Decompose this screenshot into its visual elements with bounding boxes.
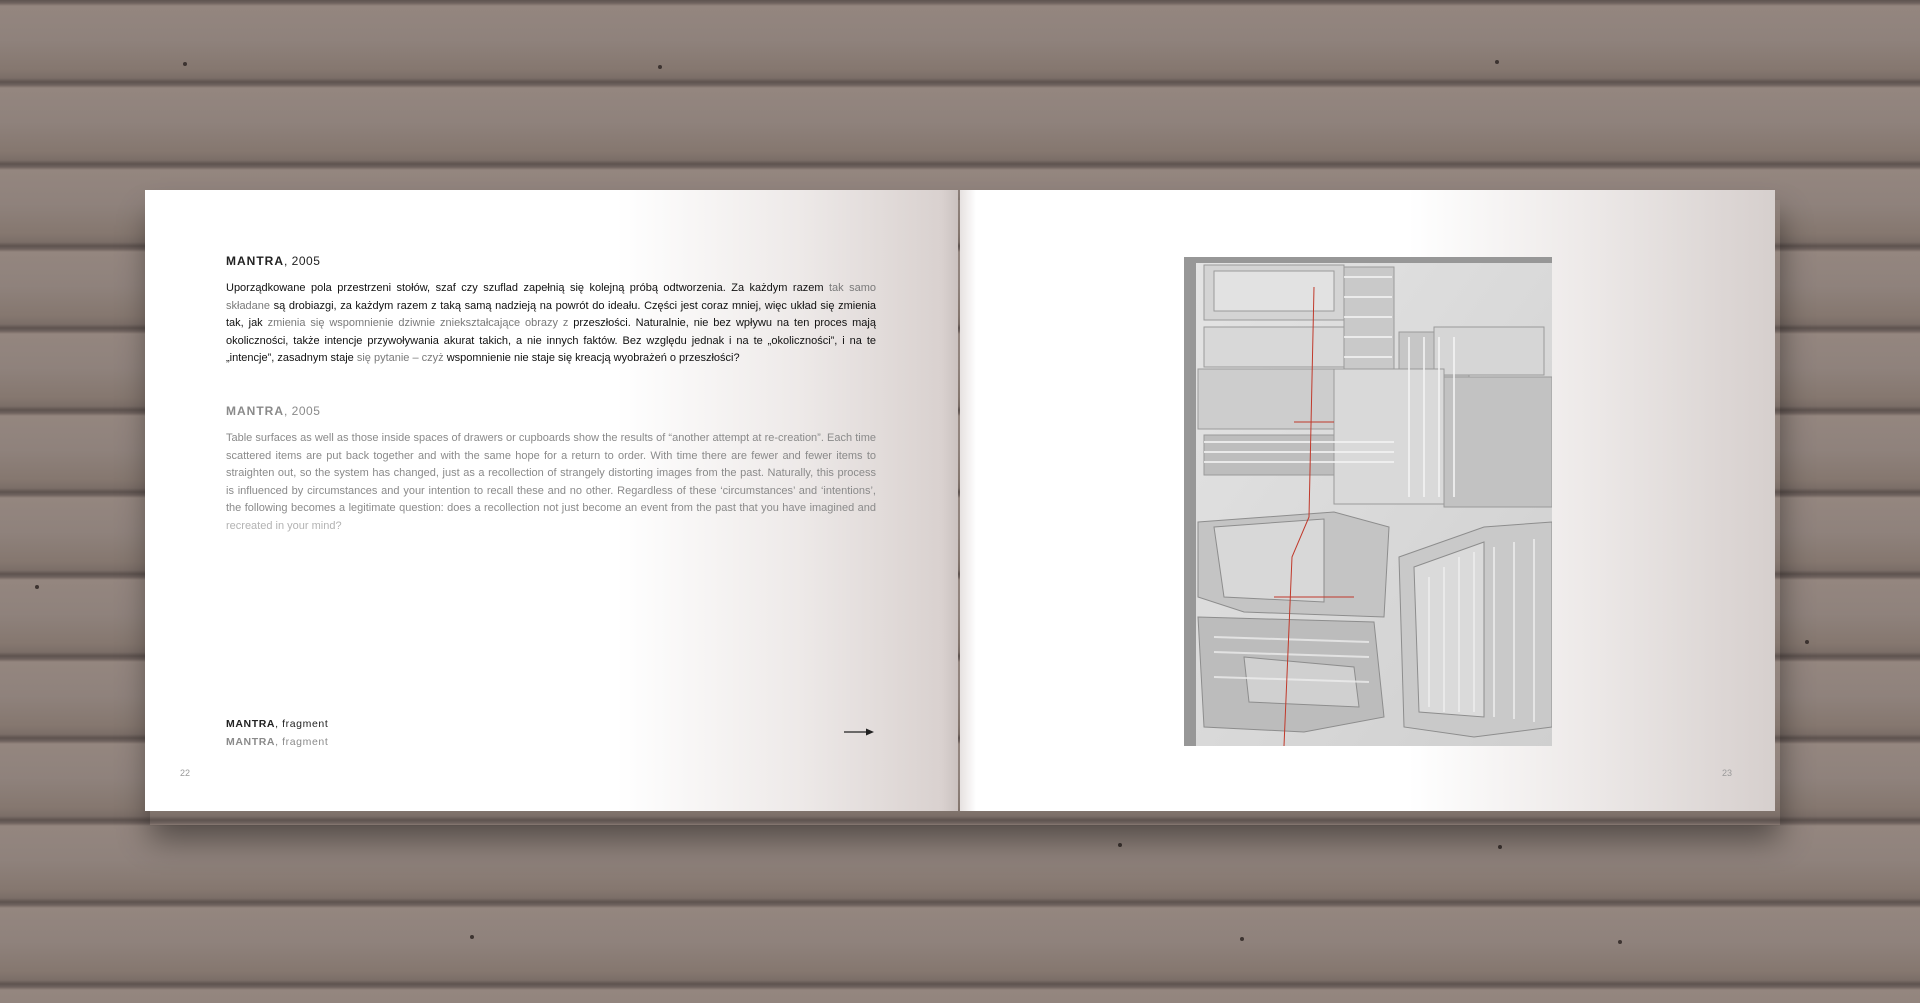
english-text-part: Table surfaces as well as those inside spaces of drawers or cupboards show the results of “another attempt at re-creation”. Each time scattered items are put back together and with the same hope for a return to order. With time there are fewer and fewer items to straighten out, so the system has changed, just as a recollection of strangely distorting images from the past. Naturally, this process is influenced by circumstances and your intention to recall these and no other. Regardless of these ‘circumstances’ and ‘intentions’, the following becomes a legitimate question: does a recollection not just become an event from the past that you have imagined and <box>226 432 876 514</box>
caption-english-title: MANTRA <box>226 736 276 748</box>
english-heading-year: , 2005 <box>284 404 321 418</box>
nail <box>1240 937 1244 941</box>
nail <box>183 62 187 66</box>
polish-paragraph <box>226 280 876 368</box>
nail <box>1498 845 1502 849</box>
sculpture-image <box>1184 257 1552 746</box>
arrow-right-icon[interactable] <box>843 727 875 737</box>
polish-heading-year: , 2005 <box>284 254 321 268</box>
page-number-right: 23 <box>1722 768 1733 778</box>
english-heading <box>226 404 876 418</box>
polish-text-part: są drobiazgi, za każdym razem z taką samą nadzieją na powrót do ideału. Części jest coraz mniej, więc układ się zmienia tak, jak <box>226 299 876 329</box>
polish-text-part: Uporządkowane pola przestrzeni stołów, szaf czy szuflad zapełnią się kolejną próbą odtworzenia. Za każdym razem <box>226 282 824 294</box>
caption-english-rest: , fragment <box>275 736 329 748</box>
polish-text-part: się pytanie – czyż <box>353 352 447 364</box>
nail <box>35 585 39 589</box>
nail <box>470 935 474 939</box>
caption-polish-title: MANTRA <box>226 718 276 730</box>
right-page <box>960 190 1775 811</box>
sculpture-photo <box>1184 257 1552 746</box>
caption-polish <box>226 718 876 730</box>
polish-text-part: wspomnienie nie staje się kreacją wyobrażeń o przeszłości? <box>446 352 740 364</box>
nail <box>1495 60 1499 64</box>
polish-heading-title: MANTRA <box>226 254 284 268</box>
page-number-left: 22 <box>180 768 191 778</box>
caption-english <box>226 736 876 748</box>
nail <box>1805 640 1809 644</box>
polish-heading <box>226 254 876 268</box>
polish-text-part: tak samo składane <box>226 282 876 312</box>
english-heading-title: MANTRA <box>226 404 284 418</box>
nail <box>1118 843 1122 847</box>
english-paragraph <box>226 430 876 535</box>
nail <box>1618 940 1622 944</box>
left-page <box>145 190 958 811</box>
caption-polish-rest: , fragment <box>275 718 329 730</box>
nail <box>658 65 662 69</box>
polish-text-part: zmienia się wspomnienie dziwnie zniekształcające obrazy z <box>262 317 574 329</box>
english-text-part: recreated in your mind? <box>226 519 342 532</box>
polish-text-part: przeszłości. Naturalnie, nie bez wpływu na ten proces mają okoliczności, także intencje przywoływania akurat takich, a nie innych faktów. Bez względu jednak i na te „okoliczności”, i na te „intencje”, zasadnym staje <box>226 317 876 364</box>
